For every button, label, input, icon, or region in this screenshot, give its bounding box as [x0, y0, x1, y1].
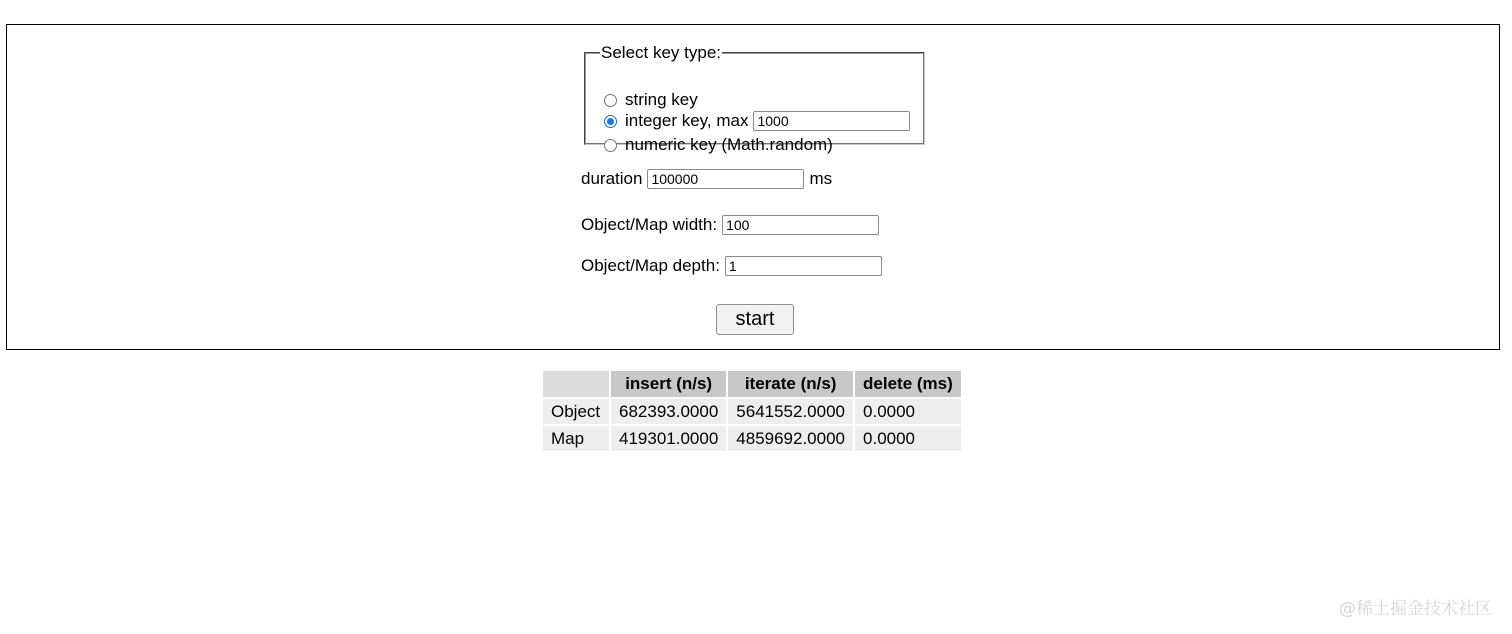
benchmark-settings-panel — [6, 24, 1500, 350]
key-option-integer[interactable] — [604, 110, 910, 132]
key-type-legend: Select key type: — [601, 43, 722, 62]
depth-label: Object/Map depth: — [581, 256, 720, 275]
key-option-numeric[interactable] — [604, 134, 833, 156]
width-row — [581, 215, 879, 235]
watermark: @稀土掘金技术社区 — [1339, 599, 1492, 619]
duration-input[interactable] — [647, 169, 804, 189]
iterate-value: 4859692.0000 — [728, 426, 853, 451]
delete-value: 0.0000 — [855, 399, 961, 424]
string-key-radio[interactable] — [604, 94, 617, 107]
key-option-string[interactable] — [604, 89, 698, 111]
insert-value: 682393.0000 — [611, 399, 726, 424]
duration-unit: ms — [809, 169, 833, 188]
start-button[interactable]: start — [716, 304, 794, 335]
header-iterate: iterate (n/s) — [728, 371, 853, 397]
header-delete: delete (ms) — [855, 371, 961, 397]
string-key-label: string key — [625, 90, 698, 109]
results-header-row — [543, 371, 961, 397]
width-input[interactable] — [722, 215, 879, 235]
row-label: Map — [543, 426, 609, 451]
integer-max-input[interactable] — [753, 111, 910, 131]
table-row — [543, 426, 961, 451]
insert-value: 419301.0000 — [611, 426, 726, 451]
duration-row — [581, 169, 832, 189]
numeric-key-label: numeric key (Math.random) — [625, 135, 833, 154]
integer-key-radio[interactable] — [604, 115, 617, 128]
key-type-fieldset — [584, 43, 925, 154]
header-corner — [543, 371, 609, 397]
delete-value: 0.0000 — [855, 426, 961, 451]
duration-label: duration — [581, 169, 643, 188]
numeric-key-radio[interactable] — [604, 139, 617, 152]
depth-input[interactable] — [725, 256, 882, 276]
row-label: Object — [543, 399, 609, 424]
width-label: Object/Map width: — [581, 215, 718, 234]
integer-key-label: integer key, max — [625, 111, 749, 130]
header-insert: insert (n/s) — [611, 371, 726, 397]
iterate-value: 5641552.0000 — [728, 399, 853, 424]
table-row — [543, 399, 961, 424]
results-table — [541, 369, 963, 453]
depth-row — [581, 256, 882, 276]
